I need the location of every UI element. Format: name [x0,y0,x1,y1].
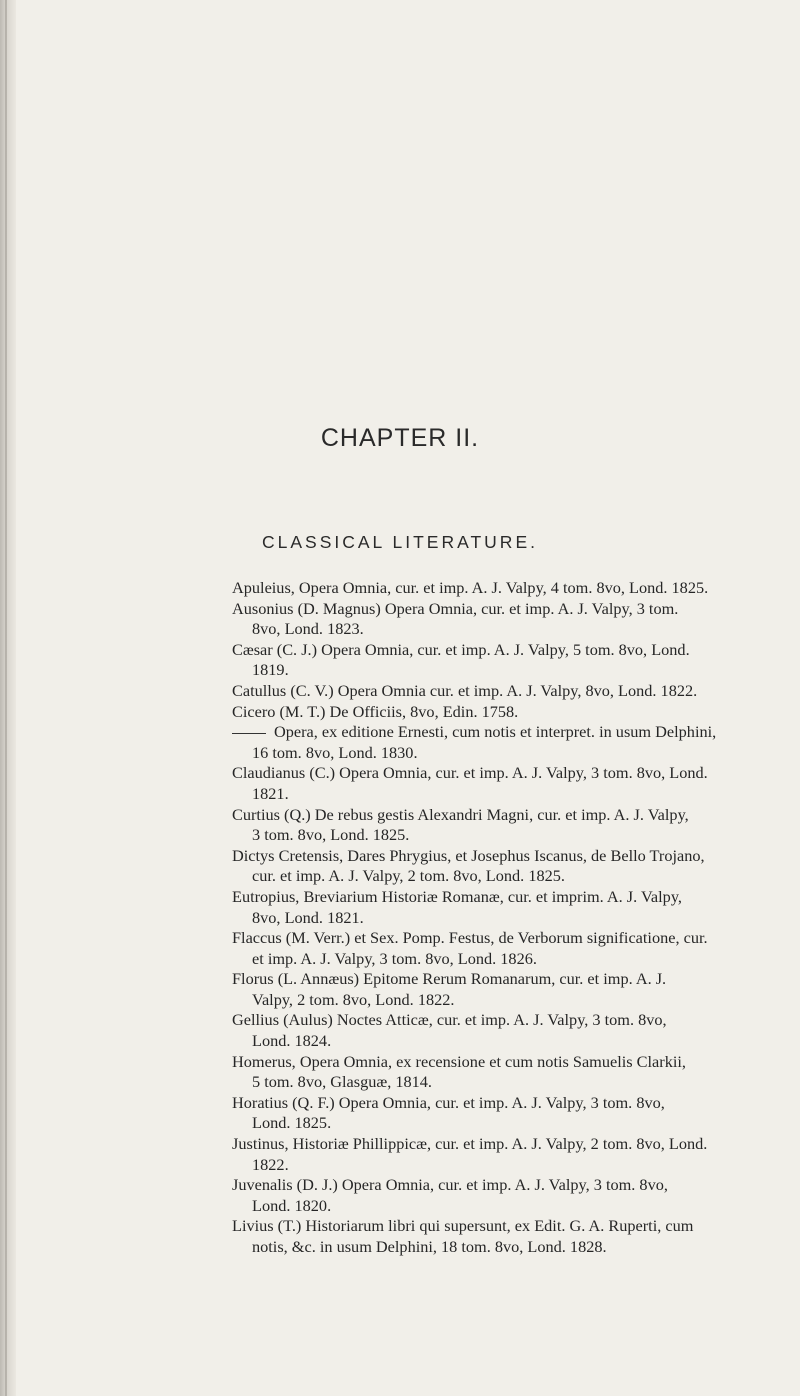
entry-text: Florus (L. Annæus) Epitome Rerum Romanarum, cur. et imp. A. J. Valpy, 2 tom. 8vo, Lond. 1822. [232,969,667,1009]
entry-text: Opera, ex editione Ernesti, cum notis et interpret. in usum Delphini, 16 tom. 8vo, Lond. 1830. [252,722,717,762]
entry-text: Livius (T.) Historiarum libri qui supersunt, ex Edit. G. A. Ruperti, cum notis, &c. in usum Delphini, 18 tom. 8vo, Lond. 1828. [232,1216,694,1256]
entry-text: Catullus (C. V.) Opera Omnia cur. et imp. A. J. Valpy, 8vo, Lond. 1822. [232,680,698,700]
entry-text: Justinus, Historiæ Phillippicæ, cur. et imp. A. J. Valpy, 2 tom. 8vo, Lond. 1822. [232,1134,708,1174]
entry-text: Curtius (Q.) De rebus gestis Alexandri Magni, cur. et imp. A. J. Valpy, 3 tom. 8vo, Lond. 1825. [232,804,689,845]
entry-text: Claudianus (C.) Opera Omnia, cur. et imp. A. J. Valpy, 3 tom. 8vo, Lond. 1821. [232,763,708,803]
bibliography-entry [232,846,788,887]
entry-text: Apuleius, Opera Omnia, cur. et imp. A. J. Valpy, 4 tom. 8vo, Lond. 1825. [232,578,709,597]
bibliography-entry [232,681,788,702]
bibliography-entry [232,599,788,640]
bibliography-entry [232,1216,788,1257]
bibliography-entry [232,928,788,969]
entry-text: Dictys Cretensis, Dares Phrygius, et Josephus Iscanus, de Bello Trojano, cur. et imp. A. J. Valpy, 2 tom. 8vo, Lond. 1825. [232,845,705,886]
entry-text: Cæsar (C. J.) Opera Omnia, cur. et imp. A. J. Valpy, 5 tom. 8vo, Lond. 1819. [232,639,690,680]
entry-text: Horatius (Q. F.) Opera Omnia, cur. et imp. A. J. Valpy, 3 tom. 8vo, Lond. 1825. [232,1092,665,1133]
entry-text: Ausonius (D. Magnus) Opera Omnia, cur. et imp. A. J. Valpy, 3 tom. 8vo, Lond. 1823. [232,598,679,639]
bibliography-entry [232,763,788,804]
bibliography-entry [232,887,788,928]
bibliography-entry [232,1093,788,1134]
entry-text: Gellius (Aulus) Noctes Atticæ, cur. et imp. A. J. Valpy, 3 tom. 8vo, Lond. 1824. [232,1010,667,1051]
bibliography-list [232,578,788,1258]
entry-text: Cicero (M. T.) De Officiis, 8vo, Edin. 1758. [232,701,519,721]
binding-edge [5,0,7,1396]
bibliography-entry [232,640,788,681]
entry-text: Eutropius, Breviarium Historiæ Romanæ, cur. et imprim. A. J. Valpy, 8vo, Lond. 1821. [232,886,682,927]
page-gutter [0,0,16,1396]
entry-text: Juvenalis (D. J.) Opera Omnia, cur. et imp. A. J. Valpy, 3 tom. 8vo, Lond. 1820. [232,1175,668,1215]
section-title: CLASSICAL LITERATURE. [262,532,538,552]
chapter-title: CHAPTER II. [320,424,480,452]
bibliography-entry [232,702,788,723]
bibliography-entry [232,1010,788,1051]
bibliography-entry [232,805,788,846]
bibliography-entry [232,1052,788,1093]
bibliography-entry [232,578,788,599]
bibliography-entry [232,1134,788,1175]
ditto-dash [232,733,266,734]
bibliography-entry [232,722,788,763]
bibliography-entry [232,969,788,1010]
entry-text: Homerus, Opera Omnia, ex recensione et cum notis Samuelis Clarkii, 5 tom. 8vo, Glasguæ, 1814. [232,1051,686,1092]
entry-text: Flaccus (M. Verr.) et Sex. Pomp. Festus, de Verborum significatione, cur. et imp. A. J. Valpy, 3 tom. 8vo, Lond. 1826. [232,928,708,968]
bibliography-entry [232,1175,788,1216]
